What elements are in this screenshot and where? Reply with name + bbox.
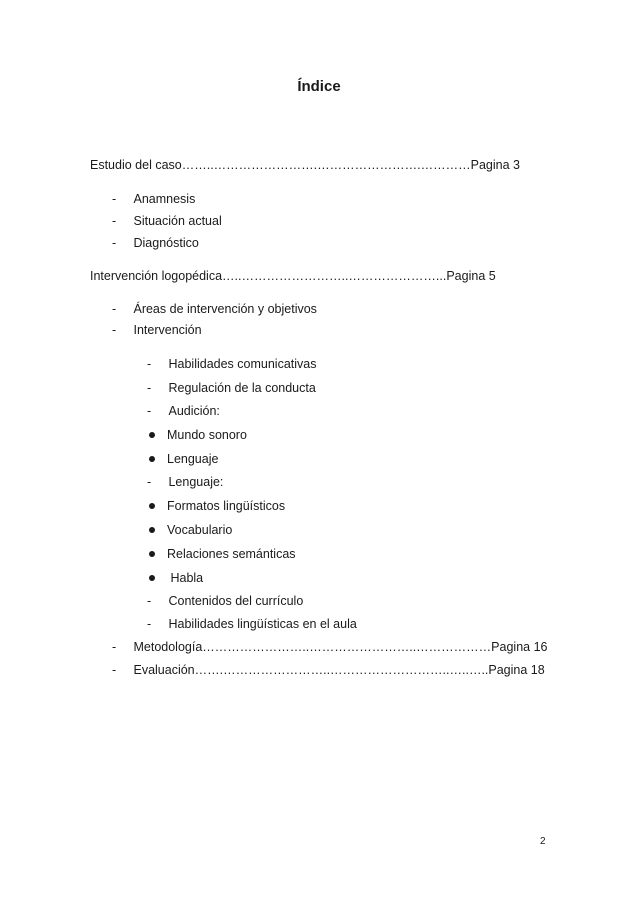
toc-entry-text: Anamnesis [133,192,196,206]
toc-bullet-entry [149,498,285,514]
toc-entry-text: Vocabulario [167,523,233,537]
toc-subsubentry [147,380,316,396]
dash-marker: - [112,236,117,250]
bullet-icon [149,456,155,462]
toc-entry-text: Contenidos del currículo [168,594,304,608]
toc-subentry [112,191,195,207]
dash-marker: - [147,617,152,631]
toc-entry-text: Lenguaje [167,452,219,466]
toc-entry-estudio [90,157,520,173]
toc-subentry [112,213,222,229]
toc-entry-intervencion [90,268,496,284]
toc-entry-text: Habla [167,571,204,585]
toc-bullet-entry [149,522,232,538]
toc-subsubentry [147,474,223,490]
dash-marker: - [112,323,117,337]
toc-entry-text: Regulación de la conducta [168,381,316,395]
bullet-icon [149,503,155,509]
dash-marker: - [112,663,117,677]
toc-bullet-entry [149,427,247,443]
index-title: Índice [297,78,341,95]
toc-entry-text: Metodología……………………..……………………..………………Pagina 16 [133,640,548,654]
toc-subsubentry [147,616,357,632]
toc-entry-text: Situación actual [133,214,222,228]
toc-entry-text: Diagnóstico [133,236,199,250]
bullet-icon [149,551,155,557]
dash-marker: - [147,381,152,395]
dash-marker: - [112,192,117,206]
toc-subentry [112,301,317,317]
bullet-icon [149,527,155,533]
toc-bullet-entry [149,570,203,586]
page-number: 2 [540,836,546,847]
bullet-icon [149,432,155,438]
dash-marker: - [147,404,152,418]
toc-subsubentry [147,356,316,372]
toc-entry-text: Formatos lingüísticos [167,499,286,513]
toc-subentry [112,235,199,251]
toc-bullet-entry [149,546,296,562]
toc-subentry [112,662,545,678]
dash-marker: - [147,594,152,608]
toc-subentry [112,322,202,338]
bullet-icon [149,575,155,581]
toc-entry-text: Estudio del caso……..…………………….…………………….…………Pagina 3 [90,158,520,172]
toc-entry-text: Audición: [168,404,220,418]
toc-entry-text: Lenguaje: [168,475,224,489]
toc-subentry [112,639,547,655]
toc-entry-text: Intervención [133,323,202,337]
dash-marker: - [147,357,152,371]
toc-bullet-entry [149,451,218,467]
toc-entry-text: Mundo sonoro [167,428,247,442]
dash-marker: - [147,475,152,489]
toc-entry-text: Habilidades lingüísticas en el aula [168,617,357,631]
toc-subsubentry [147,403,220,419]
toc-entry-text: Evaluación…….……………………..………………………..…..…..Pagina 18 [133,663,545,677]
dash-marker: - [112,640,117,654]
toc-subsubentry [147,593,303,609]
toc-entry-text: Intervención logopédica…..……………………..…………………...Pagina 5 [90,269,496,283]
toc-entry-text: Áreas de intervención y objetivos [133,302,317,316]
toc-entry-text: Habilidades comunicativas [168,357,317,371]
dash-marker: - [112,214,117,228]
toc-entry-text: Relaciones semánticas [167,547,296,561]
dash-marker: - [112,302,117,316]
